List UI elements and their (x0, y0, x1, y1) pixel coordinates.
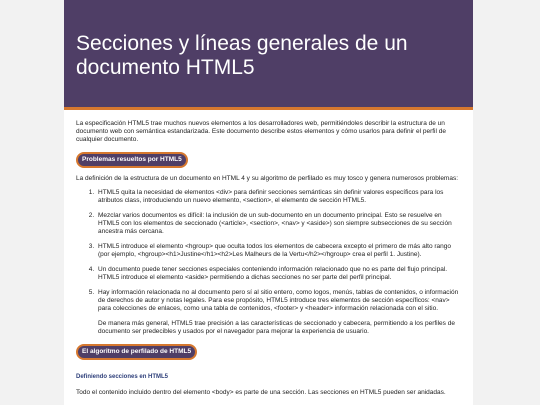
section-closing: De manera más general, HTML5 trae precisión a las características de seccionado y cabecera, permitiendo a los perfiles de documento ser predecibles y usados por el navegador para mejorar la experiencia de usuario. (98, 320, 455, 335)
page-header (64, 0, 473, 110)
section-badge-problems: Problemas resueltos por HTML5 (76, 152, 188, 168)
section-lead: La definición de la estructura de un documento en HTML 4 y su algoritmo de perfilado es muy tosco y genera numerosos problemas: (76, 175, 459, 182)
page-title: Secciones y líneas generales de un documento HTML5 (76, 32, 408, 79)
list-item: 5. Hay información relacionada no al documento pero sí al sitio entero, como logos, menús, tablas de contenidos, o información de derechos de autor y notas legales. Para ese propósito, HTML5 introduce tres elementos de sección específicos: <nav> para colecciones de enlaces, como una tabla de contenidos, <footer> y <header> información relacionada con el sitio. (96, 289, 461, 313)
article-body (64, 110, 473, 397)
list-item: 2. Mezclar varios documentos es difícil: la inclusión de un sub-documento en un documento principal. Esto se resuelve en HTML5 con los elementos de seccionado (<article>, <section>, <nav> y <aside>) son siempre subsecciones de su sección ancestra más cercana. (96, 212, 461, 236)
document-page (64, 0, 473, 405)
list-item: 4. Un documento puede tener secciones especiales conteniendo información relacionado que no es parte del flujo principal. HTML5 introduce el elemento <aside> permitiendo a dichas secciones no ser parte del perfil principal. (96, 266, 461, 282)
list-item: 3. HTML5 introduce el elemento <hgroup> que oculta todos los elementos de cabecera excepto el primero de más alto rango (por ejemplo, <hgroup><h1>Justine</h1><h2>Les Malheurs de la Vertu</h2></hgroup> crea el perfil 1. Justine). (96, 243, 461, 259)
section-badge-algorithm: El algoritmo de perfilado de HTML5 (76, 344, 197, 360)
subheading: Definiendo secciones en HTML5 (76, 374, 169, 380)
section-text: Todo el contenido incluido dentro del elemento <body> es parte de una sección. Las secciones en HTML5 pueden ser anidadas. (76, 389, 446, 396)
intro-paragraph: La especificación HTML5 trae muchos nuevos elementos a los desarrolladores web, permitiéndoles describir la estructura de un documento web con semántica estandarizada. Este documento describe estos elementos y cómo usarlos para definir el perfil de cualquier documento. (76, 120, 446, 143)
list-item: 1. HTML5 quita la necesidad de elementos <div> para definir secciones semánticas sin definir valores específicos para los atributos class, introduciendo un nuevo elemento, <section>, el elemento de sección HTML5. (96, 189, 461, 205)
problem-list (76, 189, 461, 313)
